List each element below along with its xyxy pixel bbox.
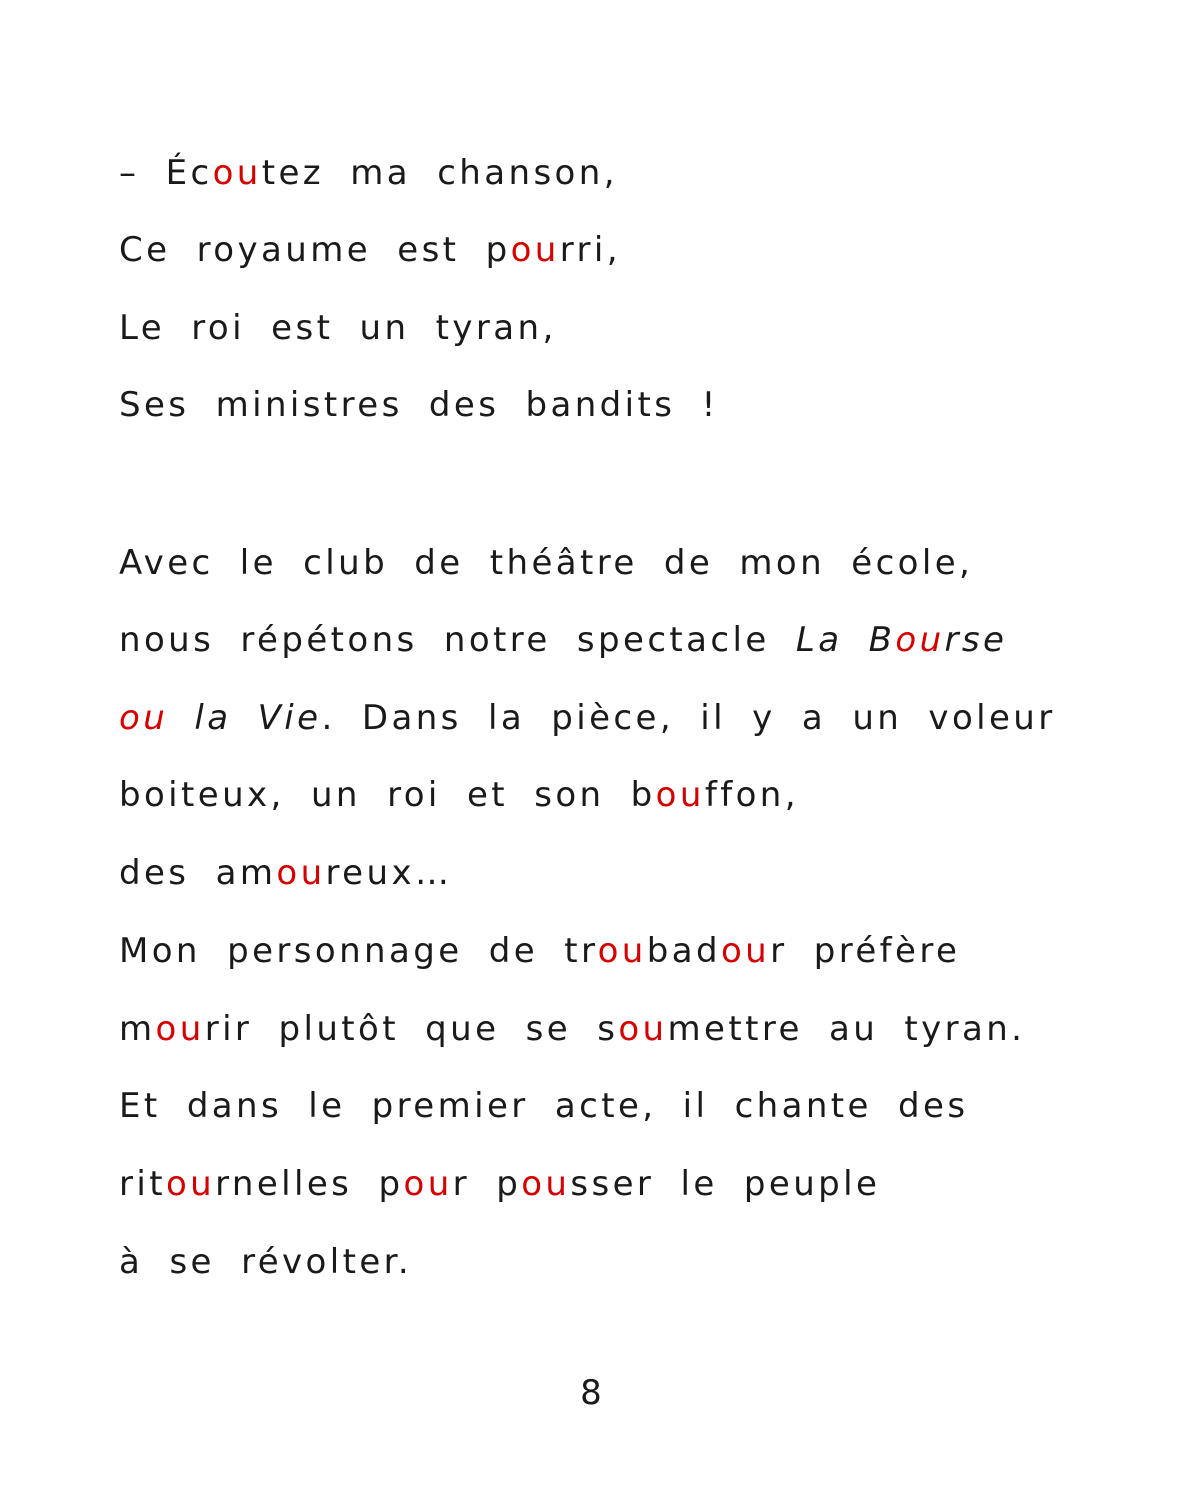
highlighted-ou-segment: ou [510,230,560,270]
highlighted-ou-segment: ou [212,153,262,193]
highlighted-ou-segment: ou [720,931,771,971]
text-line [119,853,452,893]
page-number: 8 [580,1373,602,1413]
text-segment: rnelles p [215,1164,404,1204]
text-line [119,775,799,815]
text-segment: mettre au tyran. [667,1009,1026,1049]
text-segment: La B [795,620,896,660]
text-segment: rit [119,1164,166,1204]
text-segment: – Éc [119,153,213,193]
text-line [119,230,621,270]
text-line [119,1009,1025,1049]
text-segment: m [119,1009,156,1049]
text-segment: rri, [559,230,621,270]
text-line [119,385,719,425]
text-segment: rse [944,620,1008,660]
highlighted-ou-segment: ou [155,1009,205,1049]
text-segment: reux… [325,853,453,893]
text-segment: la Vie [168,698,322,738]
text-line [119,543,973,583]
text-line [119,308,557,348]
highlighted-ou-segment: ou [618,1009,668,1049]
text-line [119,153,618,193]
text-segment: sser le peuple [570,1164,881,1204]
highlighted-ou-segment: ou [119,698,169,738]
highlighted-ou-segment: ou [276,853,326,893]
text-line [119,931,960,971]
highlighted-ou-segment: ou [521,1164,571,1204]
text-segment: Avec le club de théâtre de mon école, [119,543,974,583]
highlighted-ou-segment: ou [403,1164,453,1204]
text-segment: Ses ministres des bandits ! [119,385,719,425]
text-segment: Et dans le premier acte, il chante des [119,1086,969,1126]
highlighted-ou-segment: ou [655,775,705,815]
highlighted-ou-segment: ou [597,931,647,971]
text-segment: tez ma chanson, [261,153,618,193]
highlighted-ou-segment: ou [165,1164,216,1204]
text-segment: Ce royaume est p [119,230,511,270]
text-line [119,1242,412,1282]
text-segment: Le roi est un tyran, [119,308,557,348]
text-segment: Mon personnage de tr [119,931,598,971]
text-line [119,698,1056,738]
text-segment: à se révolter. [119,1242,413,1282]
text-segment: rir plutôt que se s [204,1009,619,1049]
text-segment: ffon, [704,775,799,815]
text-segment: . Dans la pièce, il y a un voleur [321,698,1056,738]
text-segment: des am [119,853,277,893]
highlighted-ou-segment: ou [895,620,945,660]
text-segment: r préfère [770,931,961,971]
text-segment: boiteux, un roi et son b [119,775,656,815]
text-line [119,1086,968,1126]
text-line [119,620,1007,660]
text-segment: r p [452,1164,522,1204]
text-segment: bad [646,931,721,971]
text-segment: nous répétons notre spectacle [119,620,796,660]
text-line [119,1164,880,1204]
